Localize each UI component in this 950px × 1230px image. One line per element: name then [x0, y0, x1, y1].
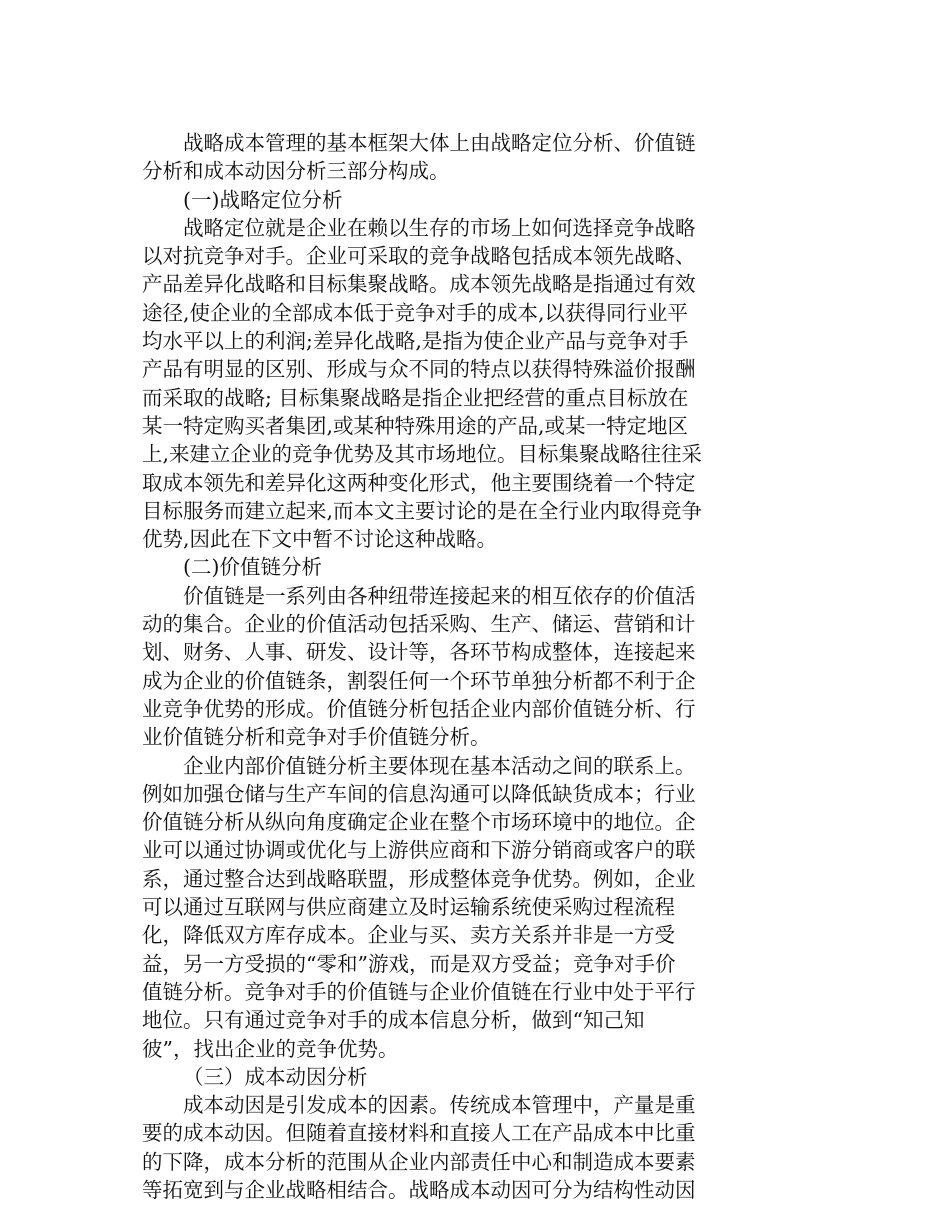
section-heading: (一)战略定位分析 [183, 187, 343, 212]
paragraph-line: 成本动因是引发成本的因素。传统成本管理中，产量是重 [183, 1093, 696, 1118]
paragraph-line: 化，降低双方库存成本。企业与买、卖方关系并非是一方受 [142, 923, 675, 948]
paragraph-line: 业价值链分析和竞争对手价值链分析。 [142, 725, 491, 750]
paragraph-line: 业可以通过协调或优化与上游供应商和下游分销商或客户的联 [142, 838, 696, 863]
paragraph-line: 的下降，成本分析的范围从企业内部责任中心和制造成本要素 [142, 1149, 696, 1174]
paragraph-line: 可以通过互联网与供应商建立及时运输系统使采购过程流程 [142, 895, 675, 920]
section-heading: （三）成本动因分析 [183, 1064, 368, 1089]
paragraph-line: 彼”，找出企业的竞争优势。 [142, 1036, 399, 1061]
paragraph-line: 产品差异化战略和目标集聚战略。成本领先战略是指通过有效 [142, 272, 696, 297]
paragraph-line: 均水平以上的利润;差异化战略,是指为使企业产品与竞争对手 [142, 329, 689, 354]
paragraph-line: 企业内部价值链分析主要体现在基本活动之间的联系上。 [183, 753, 696, 778]
document-body [142, 129, 722, 1204]
paragraph-line: 某一特定购买者集团,或某种特殊用途的产品,或某一特定地区 [142, 413, 689, 438]
paragraph-line: 价值链是一系列由各种纽带连接起来的相互依存的价值活 [183, 583, 696, 608]
paragraph-line: 取成本领先和差异化这两种变化形式，他主要围绕着一个特定 [142, 470, 696, 495]
section-heading: (二)价值链分析 [183, 555, 322, 580]
paragraph-line: 值链分析。竞争对手的价值链与企业价值链在行业中处于平行 [142, 979, 696, 1004]
paragraph-line: 等拓宽到与企业战略相结合。战略成本动因可分为结构性动因 [142, 1177, 696, 1202]
paragraph-line: 益，另一方受损的“零和”游戏，而是双方受益；竞争对手价 [142, 951, 676, 976]
paragraph-line: 目标服务而建立起来,而本文主要讨论的是在全行业内取得竞争 [142, 498, 703, 523]
paragraph-line: 例如加强仓储与生产车间的信息沟通可以降低缺货成本；行业 [142, 781, 696, 806]
paragraph-line: 价值链分析从纵向角度确定企业在整个市场环境中的地位。企 [142, 810, 696, 835]
paragraph-line: 地位。只有通过竞争对手的成本信息分析，做到“知己知 [142, 1008, 645, 1033]
paragraph-line: 成为企业的价值链条，割裂任何一个环节单独分析都不利于企 [142, 668, 696, 693]
paragraph-line: 上,来建立企业的竞争优势及其市场地位。目标集聚战略往往采 [142, 442, 703, 467]
paragraph-line: 划、财务、人事、研发、设计等，各环节构成整体，连接起来 [142, 640, 696, 665]
paragraph-line: 优势,因此在下文中暂不讨论这种战略。 [142, 527, 498, 552]
paragraph-line: 要的成本动因。但随着直接材料和直接人工在产品成本中比重 [142, 1121, 696, 1146]
paragraph-line: 战略定位就是企业在赖以生存的市场上如何选择竞争战略 [183, 215, 696, 240]
paragraph-line: 分析和成本动因分析三部分构成。 [142, 159, 450, 184]
paragraph-line: 而采取的战略; 目标集聚战略是指企业把经营的重点目标放在 [142, 385, 689, 410]
paragraph-line: 产品有明显的区别、形成与众不同的特点以获得特殊溢价报酬 [142, 357, 696, 382]
paragraph-line: 战略成本管理的基本框架大体上由战略定位分析、价值链 [183, 131, 696, 155]
paragraph-line: 业竞争优势的形成。价值链分析包括企业内部价值链分析、行 [142, 696, 696, 721]
paragraph-line: 以对抗竞争对手。企业可采取的竞争战略包括成本领先战略、 [142, 244, 696, 269]
paragraph-line: 动的集合。企业的价值活动包括采购、生产、储运、营销和计 [142, 612, 696, 637]
paragraph-line: 系，通过整合达到战略联盟，形成整体竞争优势。例如，企业 [142, 866, 696, 891]
paragraph-line: 途径,使企业的全部成本低于竞争对手的成本,以获得同行业平 [142, 300, 689, 325]
